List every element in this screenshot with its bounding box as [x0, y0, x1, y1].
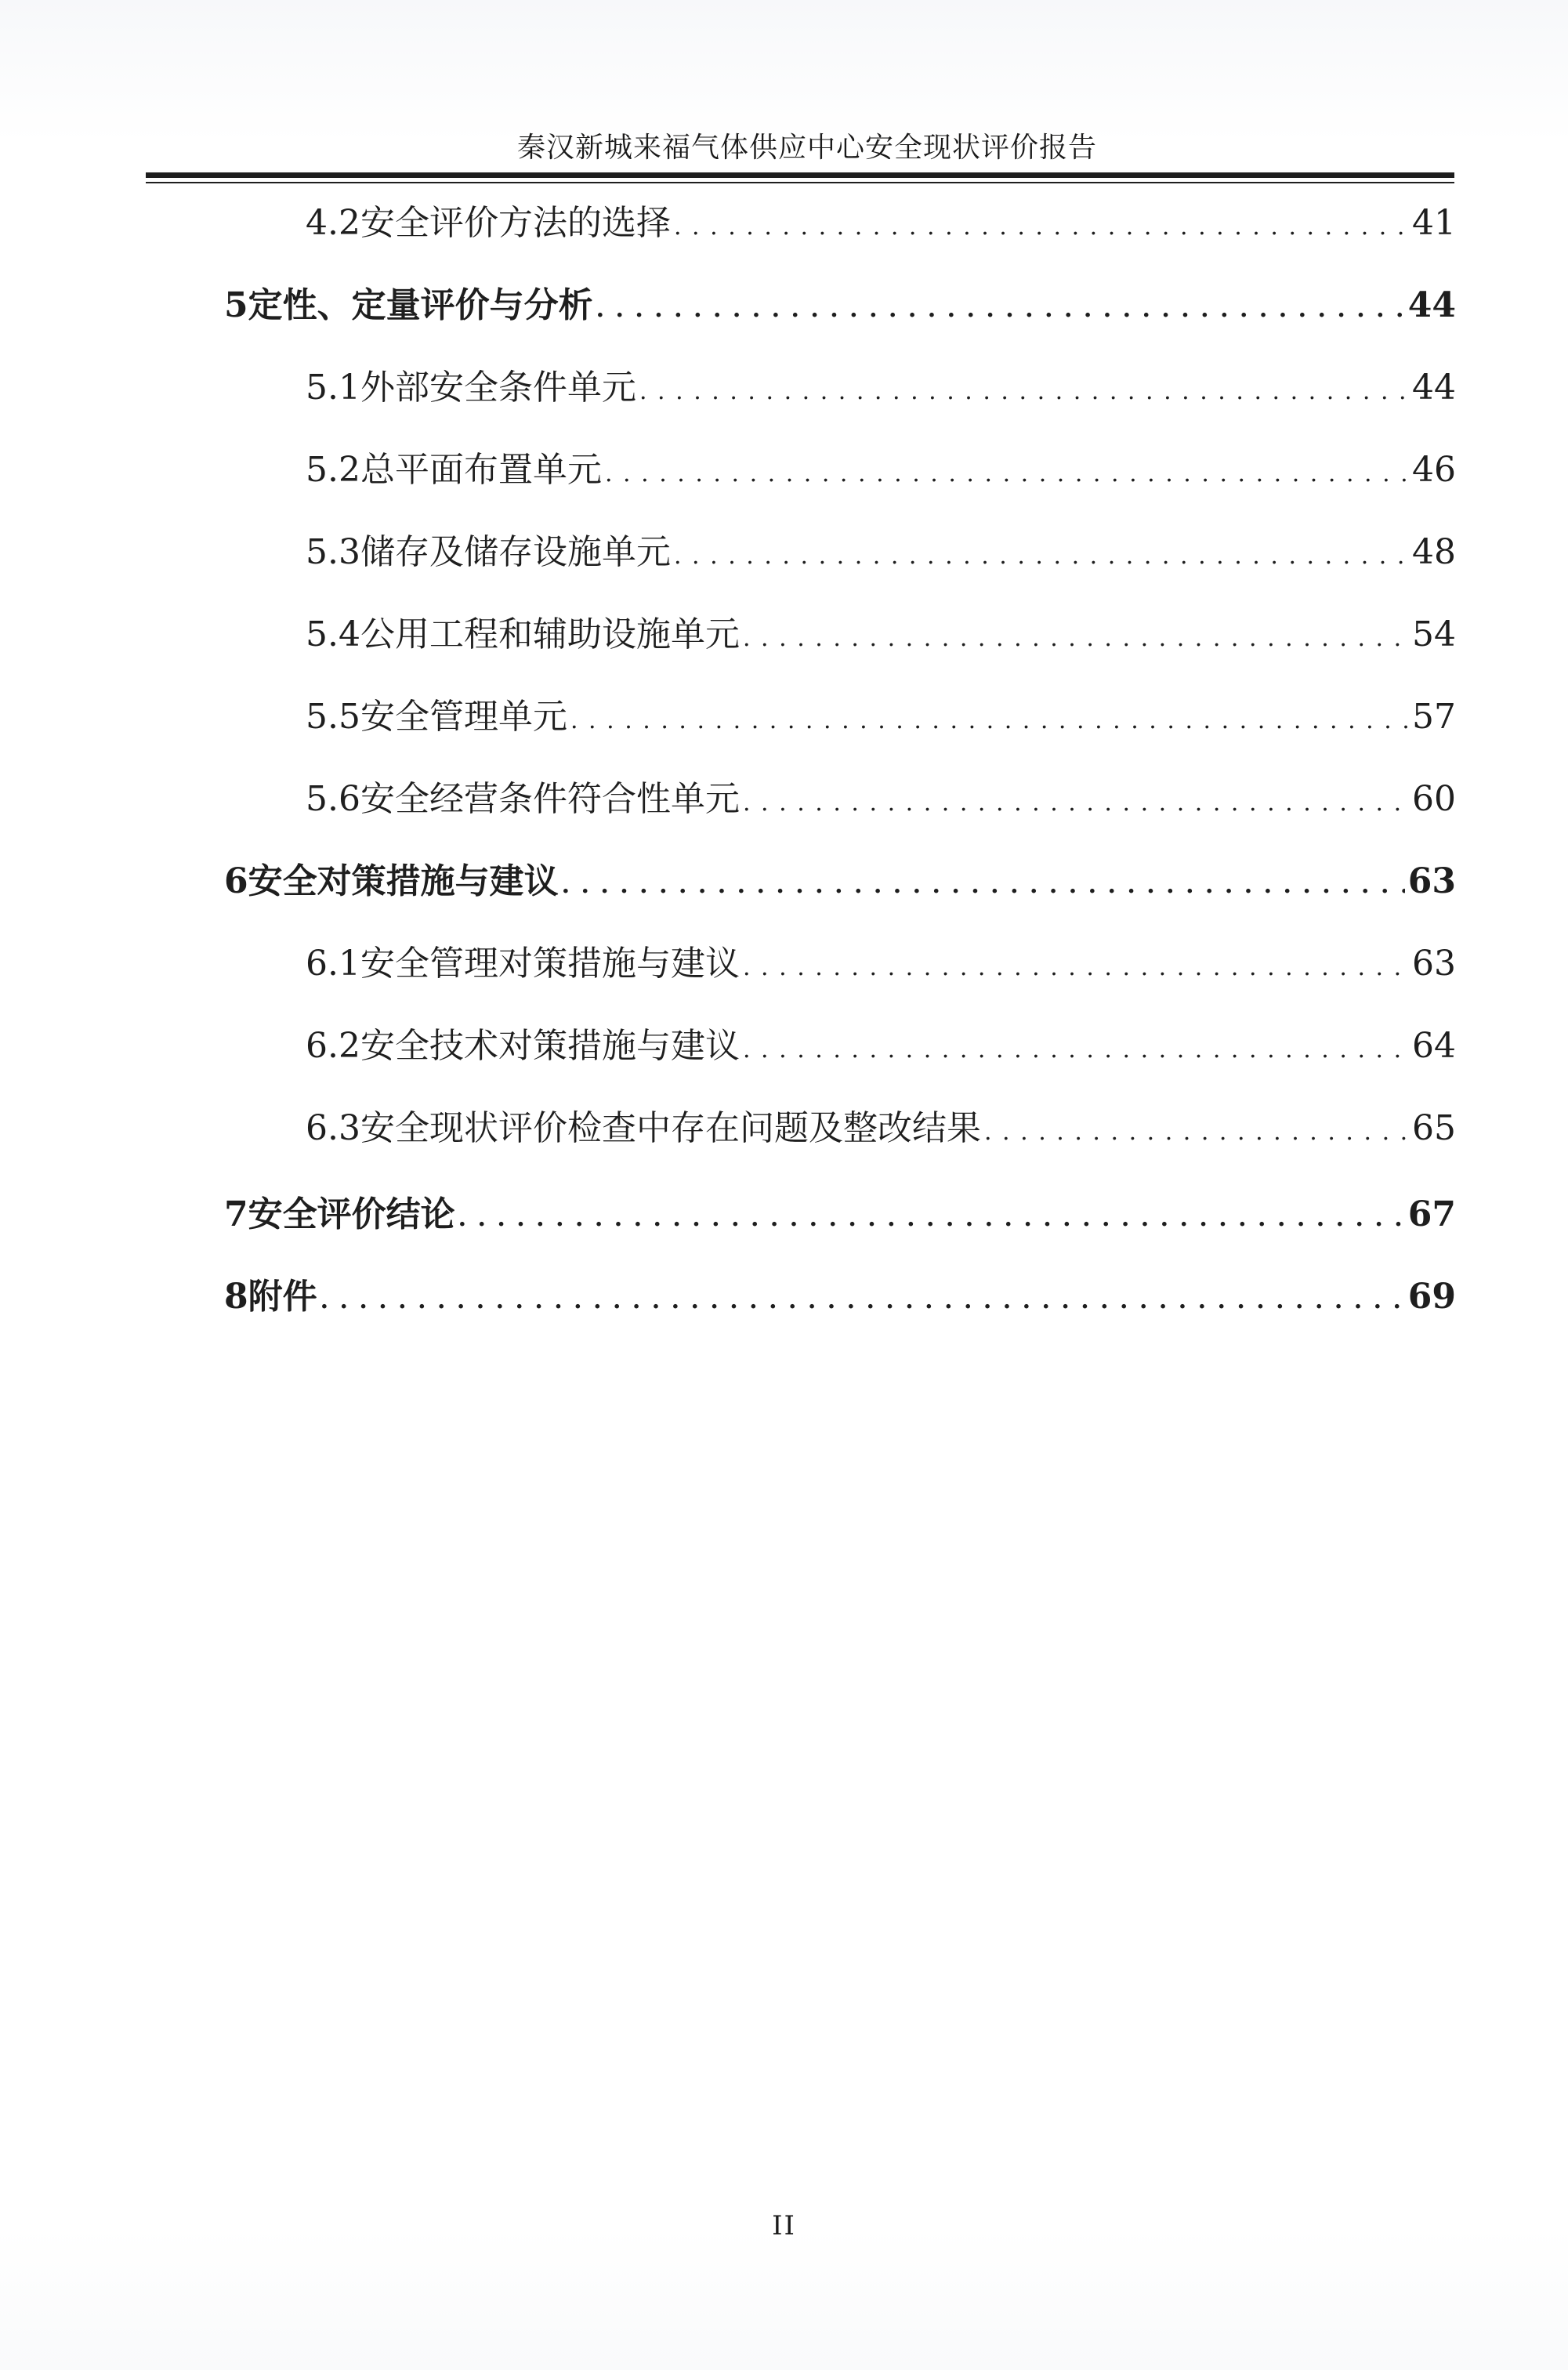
- toc-entry-title: 总平面布置单元: [360, 450, 602, 490]
- dot-leader: [605, 447, 1409, 502]
- toc-entry-page: 63: [1412, 944, 1456, 984]
- toc-entry-title: 安全技术对策措施与建议: [360, 1026, 740, 1066]
- dot-leader: [743, 611, 1409, 666]
- toc-entry-6-2[interactable]: [306, 1019, 1456, 1074]
- toc-entry-6[interactable]: [224, 854, 1456, 909]
- toc-entry-number: 8: [224, 1277, 248, 1317]
- dot-leader: [674, 200, 1409, 255]
- toc-entry-number: 6.2: [306, 1026, 360, 1066]
- toc-entry-title: 附件: [248, 1277, 317, 1317]
- toc-entry-8[interactable]: [224, 1270, 1456, 1325]
- toc-entry-page: 63: [1407, 861, 1456, 901]
- toc-entry-number: 5.5: [306, 697, 360, 737]
- toc-entry-page: 69: [1407, 1277, 1456, 1317]
- toc-entry-page: 44: [1407, 285, 1456, 325]
- toc-entry-page: 67: [1407, 1194, 1456, 1234]
- dot-leader: [743, 940, 1409, 995]
- header-rule: [146, 172, 1454, 178]
- toc-entry-number: 5.3: [306, 532, 360, 572]
- toc-entry-page: 64: [1412, 1026, 1456, 1066]
- toc-entry-5-5[interactable]: [306, 690, 1456, 745]
- toc-entry-page: 44: [1412, 368, 1456, 408]
- toc-entry-title: 安全管理单元: [360, 697, 567, 737]
- toc-entry-6-3[interactable]: [306, 1101, 1456, 1156]
- toc-entry-page: 46: [1412, 450, 1456, 490]
- toc-entry-5-1[interactable]: [306, 361, 1456, 415]
- dot-leader: [639, 364, 1409, 419]
- toc-entry-title: 安全现状评价检查中存在问题及整改结果: [360, 1108, 981, 1148]
- dot-leader: [743, 776, 1409, 831]
- toc-entry-number: 6.3: [306, 1108, 360, 1148]
- dot-leader: [674, 529, 1409, 584]
- dot-leader: [458, 1191, 1405, 1246]
- toc-entry-title: 安全管理对策措施与建议: [360, 944, 740, 984]
- toc-entry-4-2[interactable]: [306, 196, 1456, 251]
- toc-entry-number: 6: [224, 861, 248, 901]
- toc-entry-number: 5.4: [306, 614, 360, 654]
- toc-entry-title: 定性、定量评价与分析: [248, 285, 593, 325]
- toc-entry-number: 5.2: [306, 450, 360, 490]
- toc-entry-title: 外部安全条件单元: [360, 368, 636, 408]
- dot-leader: [984, 1105, 1409, 1160]
- toc-entry-title: 安全经营条件符合性单元: [360, 779, 740, 819]
- toc-entry-5-3[interactable]: [306, 525, 1456, 580]
- toc-entry-7[interactable]: [224, 1187, 1456, 1242]
- dot-leader: [320, 1274, 1405, 1328]
- dot-leader: [743, 1023, 1409, 1078]
- toc-entry-number: 4.2: [306, 203, 360, 243]
- toc-entry-5[interactable]: [224, 278, 1456, 333]
- toc-entry-6-1[interactable]: [306, 937, 1456, 991]
- toc-entry-5-2[interactable]: [306, 443, 1456, 498]
- toc-entry-page: 57: [1412, 697, 1456, 737]
- toc-entry-page: 60: [1412, 779, 1456, 819]
- toc-entry-page: 41: [1412, 203, 1456, 243]
- toc-entry-page: 48: [1412, 532, 1456, 572]
- toc-entry-number: 5.6: [306, 779, 360, 819]
- toc-entry-number: 6.1: [306, 944, 360, 984]
- dot-leader: [562, 858, 1405, 913]
- toc-entry-5-6[interactable]: [306, 772, 1456, 827]
- toc-entry-title: 安全评价方法的选择: [360, 203, 671, 243]
- toc-entry-number: 7: [224, 1194, 248, 1234]
- dot-leader: [570, 694, 1409, 748]
- toc-entry-title: 储存及储存设施单元: [360, 532, 671, 572]
- toc-entry-title: 公用工程和辅助设施单元: [360, 614, 740, 654]
- header-rule-thin: [146, 182, 1454, 183]
- toc-entry-5-4[interactable]: [306, 607, 1456, 662]
- toc-entry-page: 54: [1412, 614, 1456, 654]
- page-number: II: [772, 2210, 796, 2241]
- running-header: 秦汉新城来福气体供应中心安全现状评价报告: [516, 132, 1097, 164]
- toc-entry-number: 5: [224, 285, 248, 325]
- dot-leader: [596, 282, 1405, 337]
- toc-entry-page: 65: [1412, 1108, 1456, 1148]
- toc-entry-title: 安全评价结论: [248, 1194, 455, 1234]
- toc-entry-number: 5.1: [306, 368, 360, 408]
- toc-entry-title: 安全对策措施与建议: [248, 861, 559, 901]
